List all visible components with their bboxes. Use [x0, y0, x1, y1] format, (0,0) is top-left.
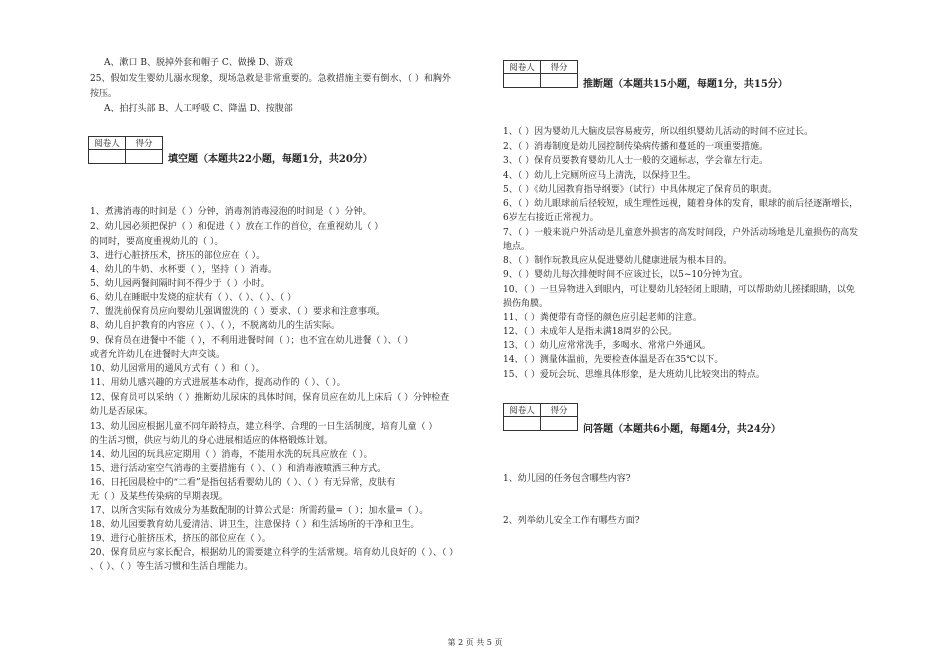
score-box-score-label: 得分 — [126, 137, 163, 150]
list-item: 20、保育员应与家长配合，根据幼儿的需要建立科学的生活常规。培育幼儿良好的（ ）、（ ） — [90, 548, 459, 558]
list-item: 16、日托园晨检中的“二看”是指包括看婴幼儿的（ ）、（ ）有无异常，皮肤有 — [90, 478, 396, 488]
qa-question: 1、幼儿园的任务包含哪些内容? — [503, 474, 631, 484]
score-box-score-label: 得分 — [541, 404, 578, 417]
list-item: 9、（ ）婴幼儿每次排便时间不应该过长，以5~10分钟为宜。 — [503, 270, 748, 280]
list-item: 地点。 — [503, 242, 531, 252]
list-item: 14、（ ）测量体温前，先要检查体温是否在35℃以下。 — [503, 355, 724, 365]
list-item: 2、幼儿园必须把保护（ ）和促进（ ）放在工作的首位，在重视幼儿（ ） — [90, 222, 384, 232]
list-item: 7、盥洗前保育员应向婴幼儿强调盥洗的（ ）要求、（ ）要求和注意事项。 — [90, 307, 385, 317]
list-item: 15、进行活动室空气消毒的主要措施有（ ）、（ ）和消毒液喷洒三种方式。 — [90, 464, 387, 474]
list-item: 19、进行心脏挤压术，挤压的部位应在（ ）。 — [90, 534, 271, 544]
list-item: 13、（ ）幼儿应常常洗手，多喝水、常常户外通风。 — [503, 341, 711, 351]
list-item: 的生活习惯，供应与幼儿的身心进展相适应的体格锻炼计划。 — [90, 436, 334, 446]
list-item: 1、（ ）因为婴幼儿大脑皮层容易疲劳，所以组织婴幼儿活动的时间不应过长。 — [503, 127, 814, 137]
score-box — [503, 60, 578, 88]
list-item: 损伤角膜。 — [503, 299, 549, 309]
list-item: 5、（ ）《幼儿园教育指导纲要》（试行）中具体规定了保育员的职责。 — [503, 185, 778, 195]
question-line: 25、假如发生婴幼儿溺水现象，现场急救是非常重要的。急救措施主要有倒水、（ ）和胸外 — [90, 74, 451, 84]
score-box-score-label: 得分 — [541, 61, 578, 74]
list-item: 的同时，要高度重视幼儿的（ ）。 — [90, 237, 224, 247]
list-item: 10、（ ）一旦异物进入到眼内，可让婴幼儿轻轻闭上眼睛，可以帮助幼儿搓揉眼睛，以免 — [503, 285, 855, 295]
list-item: 或者允许幼儿在进餐时大声交谈。 — [90, 350, 226, 360]
score-box-score-cell — [541, 417, 578, 431]
list-item: 2、（ ）消毒制度是幼儿园控制传染病传播和蔓延的一项重要措施。 — [503, 142, 769, 152]
qa-question: 2、列举幼儿安全工作有哪些方面? — [503, 516, 640, 526]
list-item: 10、幼儿园常用的通风方式有（ ）和（ ）。 — [90, 364, 265, 374]
list-item: 11、用幼儿感兴趣的方式进展基本动作，提高动作的（ ）、（ ）。 — [90, 378, 346, 388]
list-item: 6、幼儿在睡眠中发烧的症状有（ ）、（ ）、（ ）、（ ） — [90, 293, 297, 303]
score-box-grader-label: 阅卷人 — [504, 404, 541, 417]
list-item: 17、以所含实际有效成分为基数配制的计算公式是：所需药量=（ ）；加水量=（ ）。 — [90, 506, 429, 516]
list-item: 6、（ ）幼儿眼球前后径较短，成生理性远视，随着身体的发育，眼球的前后径逐渐增长， — [503, 199, 859, 209]
list-item: 4、（ ）幼儿上完厕所应马上清洗，以保持卫生。 — [503, 171, 697, 181]
section-title-qa: 问答题（本题共6小题，每题4分，共24分） — [583, 424, 781, 435]
list-item: 13、幼儿园应根据儿童不同年龄特点，建立科学、合理的一日生活制度，培育儿童（ ） — [90, 422, 438, 432]
score-box — [88, 136, 163, 164]
list-item: 12、保育员可以采纳（ ）推断幼儿尿床的具体时间，保育员应在幼儿上床后（ ）分钟检查 — [90, 393, 450, 403]
list-item: 3、（ ）保育员要教育婴幼儿人士一般的交通标志，学会靠左行走。 — [503, 156, 769, 166]
list-item: 8、幼儿自护教育的内容应（ ）、（ ），不脱离幼儿的生活实际。 — [90, 321, 340, 331]
score-box-grader-cell — [504, 417, 541, 431]
score-box-grader-cell — [89, 150, 126, 164]
list-item: 14、幼儿园的玩具应定期用（ ）消毒，不能用水洗的玩具应放在（ ）。 — [90, 450, 373, 460]
list-item: 4、幼儿的牛奶、水杯要（ ），坚持（ ）消毒。 — [90, 265, 277, 275]
list-item: 5、幼儿园两餐间隔时间不得少于（ ）小时。 — [90, 279, 270, 289]
list-item: 7、（ ）一般来说户外活动是儿童意外损害的高发时间段，户外活动场地是儿童损伤的高发 — [503, 228, 859, 238]
list-item: 3、进行心脏挤压术，挤压的部位应在（ ）。 — [90, 251, 266, 261]
list-item: 6岁左右接近正常视力。 — [503, 213, 599, 223]
list-item: 15、（ ）爱玩会玩、思维具体形象，是大班幼儿比较突出的特点。 — [503, 370, 765, 380]
list-item: 8、（ ）制作玩教具应从促进婴幼儿健康进展为根本目的。 — [503, 256, 733, 266]
list-item: 18、幼儿园要教育幼儿爱清洁、讲卫生，注意保持（ ）和生活场所的干净和卫生。 — [90, 520, 420, 530]
score-box-score-cell — [126, 150, 163, 164]
score-box-score-cell — [541, 74, 578, 88]
list-item: 11、（ ）粪便带有奇怪的颜色应引起老师的注意。 — [503, 313, 702, 323]
list-item: 12、（ ）未成年人是指未满18周岁的公民。 — [503, 327, 678, 337]
option-line: A、漱口 B、脱掉外套和帽子 C、做操 D、游戏 — [104, 58, 293, 68]
question-line: 按压。 — [90, 89, 118, 99]
score-box-grader-label: 阅卷人 — [89, 137, 126, 150]
list-item: 、（ ）、（ ）等生活习惯和生活自理能力。 — [90, 562, 254, 572]
page-footer: 第 2 页 共 5 页 — [447, 638, 503, 647]
option-line: A、拍打头部 B、人工呼吸 C、降温 D、按腹部 — [104, 104, 293, 114]
list-item: 无（ ）及某些传染病的早期表现。 — [90, 492, 228, 502]
score-box-grader-cell — [504, 74, 541, 88]
list-item: 9、保育员在进餐中不能（ ），不利用进餐时间（ ）；也不宜在幼儿进餐（ ）、（ ） — [90, 336, 414, 346]
section-title-judgment: 推断题（本题共15小题，每题1分，共15分） — [583, 79, 788, 90]
section-title-fill-blank: 填空题（本题共22小题，每题1分，共20分） — [168, 154, 373, 165]
list-item: 1、煮沸消毒的时间是（ ）分钟，消毒剂消毒浸泡的时间是（ ）分钟。 — [90, 207, 372, 217]
score-box — [503, 403, 578, 431]
score-box-grader-label: 阅卷人 — [504, 61, 541, 74]
list-item: 幼儿是否尿床。 — [90, 407, 154, 417]
